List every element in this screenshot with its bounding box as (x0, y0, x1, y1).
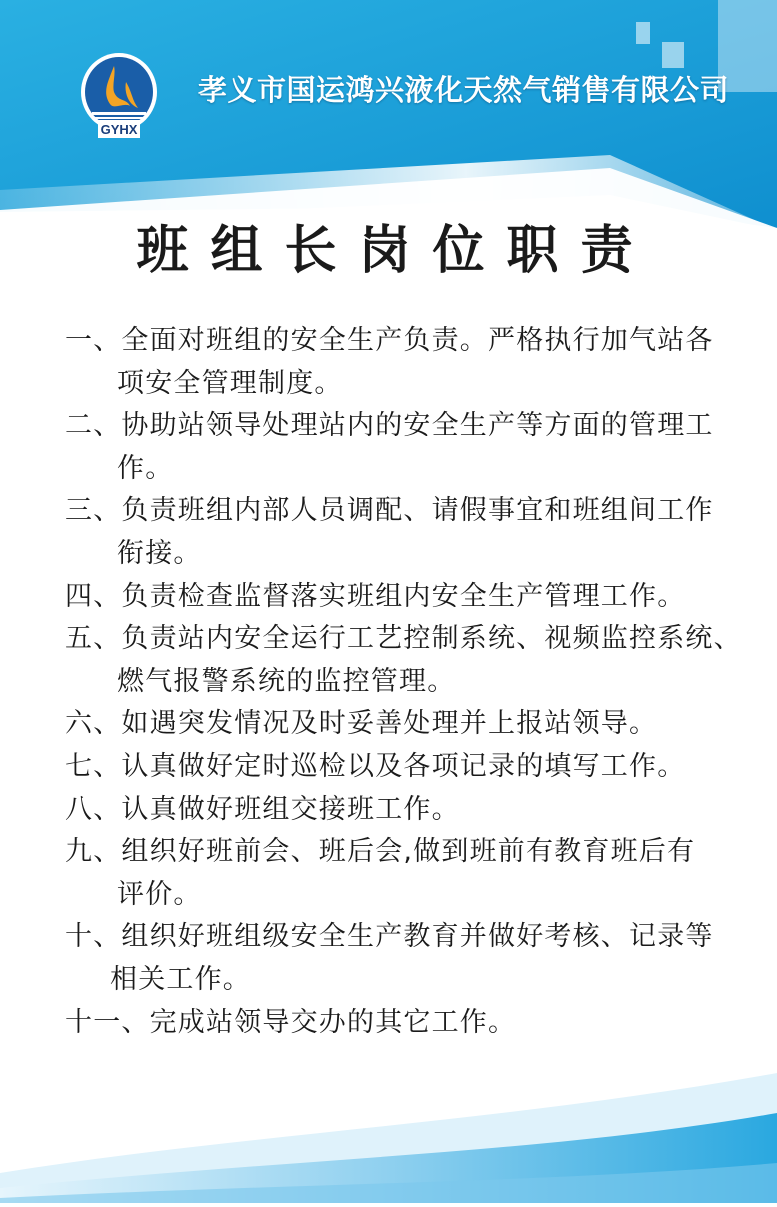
duty-item-text: 十、组织好班组级安全生产教育并做好考核、记录等 (65, 921, 714, 953)
logo-text: GYHX (100, 122, 138, 137)
duty-item (65, 1002, 765, 1045)
duty-item-continuation: 项安全管理制度。 (117, 367, 343, 399)
duty-list (65, 320, 765, 1044)
duty-item (65, 490, 765, 575)
duty-item (65, 831, 765, 916)
duty-item-text: 九、组织好班前会、班后会,做到班前有教育班后有 (65, 836, 696, 868)
duty-item (65, 618, 765, 703)
duty-item-text: 八、认真做好班组交接班工作。 (65, 793, 460, 825)
duty-item-text: 五、负责站内安全运行工艺控制系统、视频监控系统、 (65, 623, 742, 655)
company-name: 孝义市国运鸿兴液化天然气销售有限公司 (198, 73, 730, 107)
duty-item-text: 一、全面对班组的安全生产负责。严格执行加气站各 (65, 325, 714, 356)
duty-item-text: 四、负责检查监督落实班组内安全生产管理工作。 (65, 580, 686, 612)
duty-item-text: 二、协助站领导处理站内的安全生产等方面的管理工 (65, 410, 714, 442)
header-banner (0, 0, 777, 230)
duty-item-continuation: 评价。 (117, 878, 202, 910)
duty-item-continuation: 燃气报警系统的监控管理。 (117, 665, 456, 697)
duty-item-continuation: 相关工作。 (110, 963, 251, 995)
duty-item (65, 703, 765, 746)
page-title: 班组长岗位职责 (136, 221, 655, 281)
duty-item-text: 三、负责班组内部人员调配、请假事宜和班组间工作 (65, 495, 714, 527)
duty-item (65, 576, 765, 619)
duty-item-text: 六、如遇突发情况及时妥善处理并上报站领导。 (65, 708, 658, 740)
duty-item-continuation: 衔接。 (117, 537, 202, 569)
duty-item (65, 405, 765, 490)
duty-item-text: 十一、完成站领导交办的其它工作。 (65, 1006, 517, 1038)
duty-item (65, 746, 765, 789)
duty-item-continuation: 作。 (117, 452, 174, 484)
company-logo (80, 52, 158, 142)
duty-item (65, 916, 765, 1001)
footer-wave (0, 1053, 777, 1203)
duty-item (65, 789, 765, 832)
duty-item-text: 七、认真做好定时巡检以及各项记录的填写工作。 (65, 750, 686, 782)
duty-item (65, 320, 765, 405)
